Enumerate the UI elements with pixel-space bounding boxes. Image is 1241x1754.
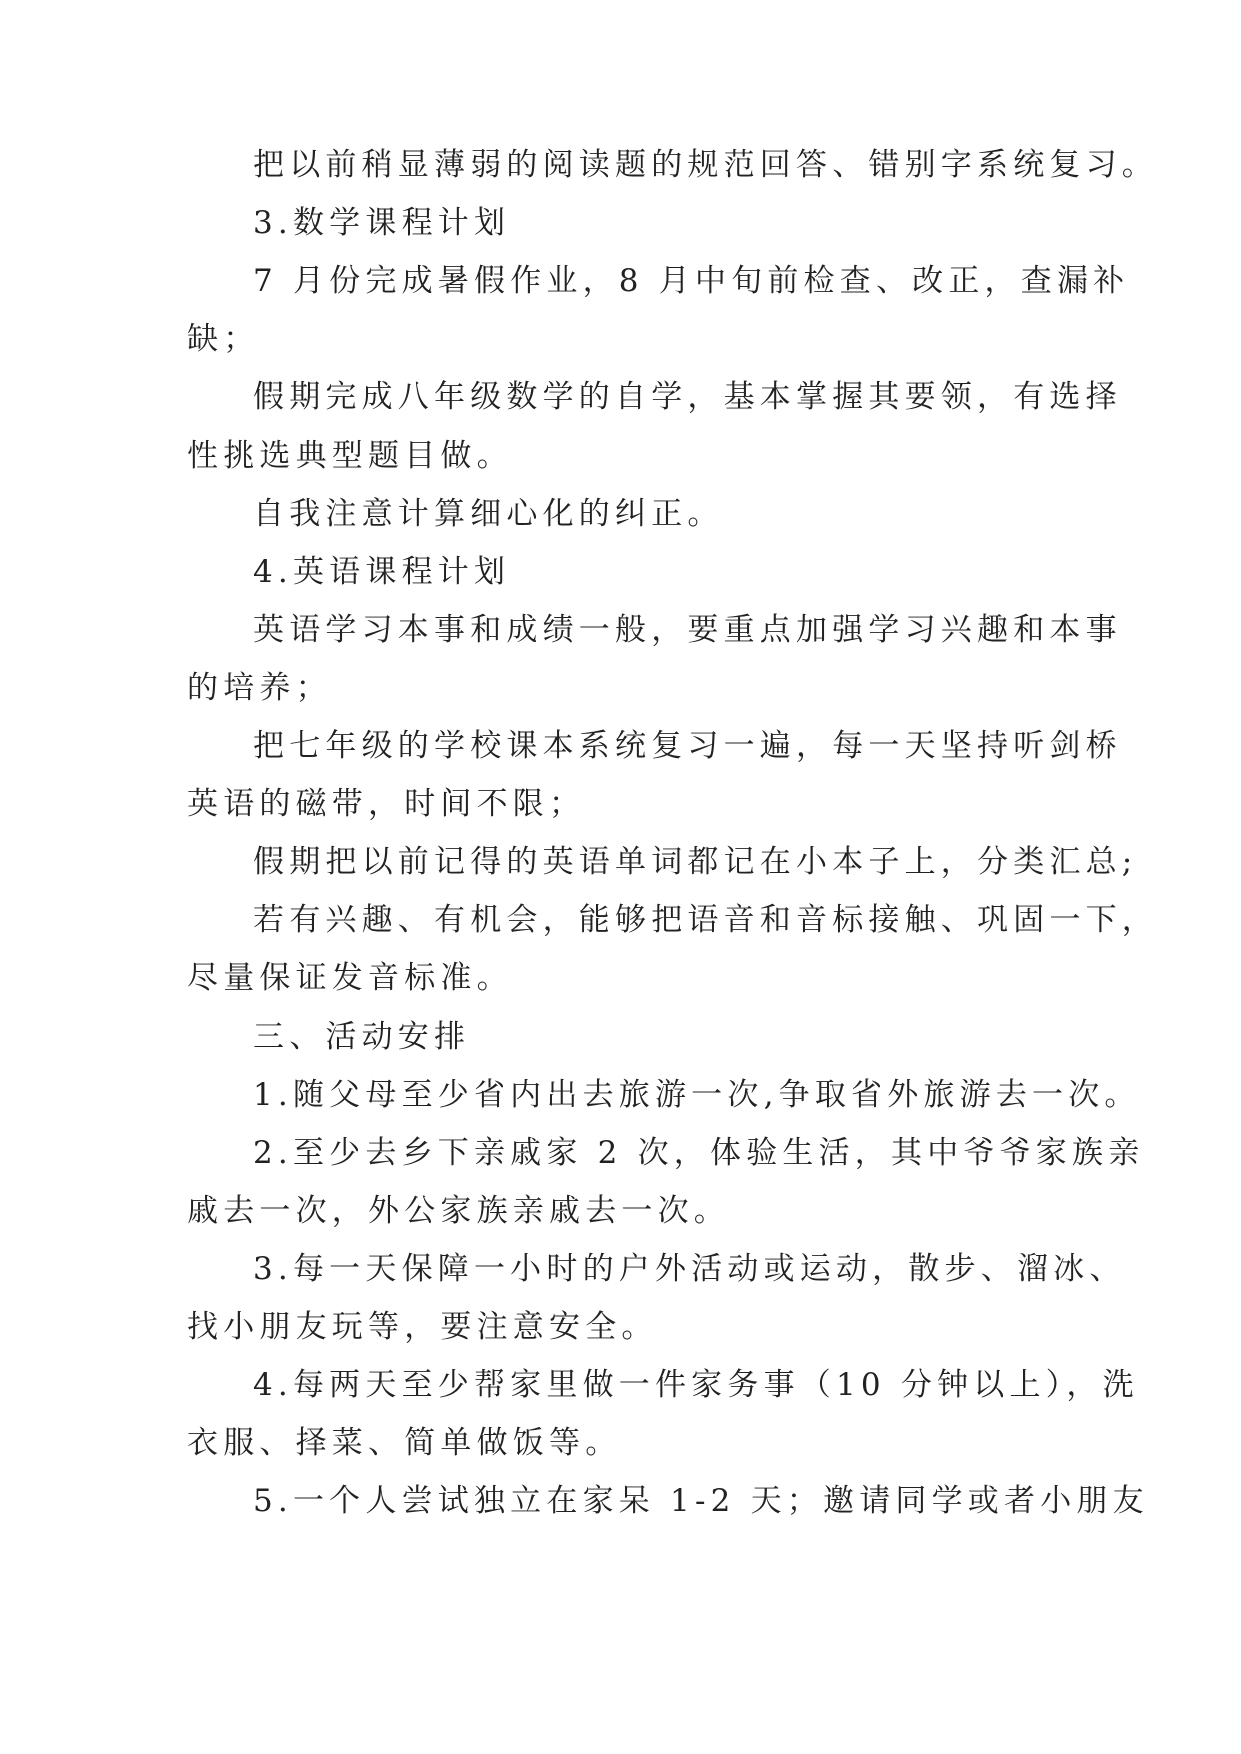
text-line: 3.每一天保障一小时的户外活动或运动，散步、溜冰、 bbox=[253, 1251, 1126, 1287]
text-line: 三、活动安排 bbox=[253, 1019, 471, 1055]
text-line: 戚去一次，外公家族亲戚去一次。 bbox=[187, 1193, 730, 1229]
text-line: 7 月份完成暑假作业，8 月中旬前检查、改正，查漏补 bbox=[253, 263, 1130, 299]
text-line: 1.随父母至少省内出去旅游一次,争取省外旅游去一次。 bbox=[253, 1077, 1141, 1113]
text-line: 4.每两天至少帮家里做一件家务事（10 分钟以上），洗 bbox=[253, 1367, 1139, 1403]
text-line: 假期把以前记得的英语单词都记在小本子上，分类汇总; bbox=[253, 844, 1138, 880]
text-line: 若有兴趣、有机会，能够把语音和音标接触、巩固一下， bbox=[253, 902, 1158, 938]
text-line: 自我注意计算细心化的纠正。 bbox=[253, 496, 724, 532]
text-line: 尽量保证发音标准。 bbox=[187, 960, 513, 996]
text-line: 英语的磁带，时间不限； bbox=[187, 786, 586, 822]
text-line: 缺； bbox=[187, 321, 260, 357]
text-line: 的培养； bbox=[187, 670, 332, 706]
text-line: 英语学习本事和成绩一般，要重点加强学习兴趣和本事 bbox=[253, 612, 1122, 648]
text-line: 4.英语课程计划 bbox=[253, 554, 511, 590]
text-line: 性挑选典型题目做。 bbox=[187, 438, 513, 474]
text-line: 衣服、择菜、简单做饭等。 bbox=[187, 1425, 622, 1461]
text-line: 把以前稍显薄弱的阅读题的规范回答、错别字系统复习。 bbox=[253, 147, 1158, 183]
text-line: 找小朋友玩等，要注意安全。 bbox=[187, 1309, 658, 1345]
text-line: 把七年级的学校课本系统复习一遍，每一天坚持听剑桥 bbox=[253, 728, 1122, 764]
text-line: 假期完成八年级数学的自学，基本掌握其要领，有选择 bbox=[253, 379, 1122, 415]
text-line: 5.一个人尝试独立在家呆 1-2 天；邀请同学或者小朋友 bbox=[253, 1483, 1149, 1519]
text-line: 2.至少去乡下亲戚家 2 次，体验生活，其中爷爷家族亲 bbox=[253, 1135, 1145, 1171]
text-line: 3.数学课程计划 bbox=[253, 205, 511, 241]
